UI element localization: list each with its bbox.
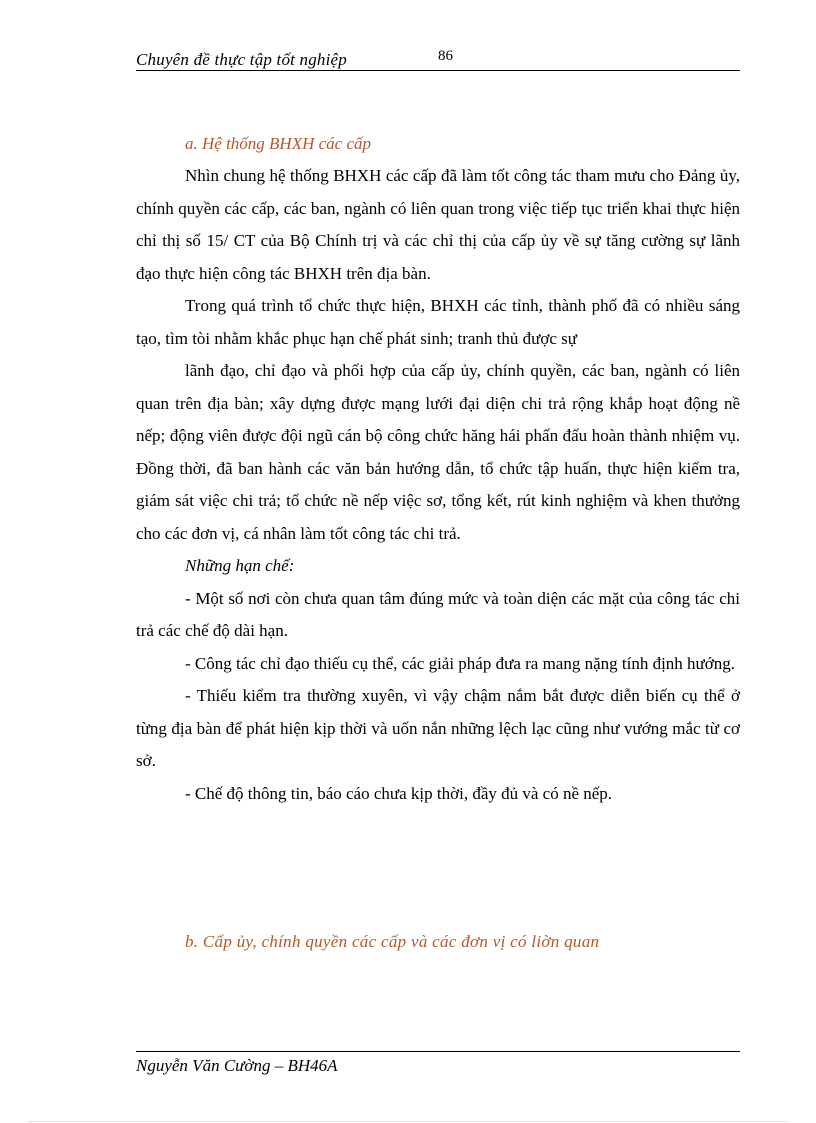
section-b-heading: b. Cấp ủy, chính quyền các cấp và các đơn vị có liờn quan bbox=[185, 932, 600, 951]
limitation-item: - Thiếu kiểm tra thường xuyên, vì vậy chậm nắm bắt được diễn biến cụ thể ở từng địa bàn để phát hiện kịp thời và uốn nắn những lệch lạc cũng như vướng mắc từ cơ sở. bbox=[136, 686, 740, 770]
limitation-item: - Một số nơi còn chưa quan tâm đúng mức và toàn diện các mặt của công tác chi trả các chế độ dài hạn. bbox=[136, 588, 740, 640]
paragraph: Nhìn chung hệ thống BHXH các cấp đã làm tốt công tác tham mưu cho Đảng ủy, chính quyền các cấp, các ban, ngành có liên quan trong việc tiếp tục triển khai thực hiện chỉ thị số 15/ CT của Bộ Chính trị và các chỉ thị của cấp ủy về sự tăng cường sự lãnh đạo thực hiện công tác BHXH trên địa bàn. bbox=[136, 166, 740, 283]
page-header bbox=[136, 48, 740, 71]
paragraph: lãnh đạo, chỉ đạo và phối hợp của cấp ủy, chính quyền, các ban, ngành có liên quan trên địa bàn; xây dựng được mạng lưới đại diện chi trả rộng khắp hoạt động nề nếp; động viên được đội ngũ cán bộ công chức hăng hái phấn đấu hoàn thành nhiệm vụ. Đồng thời, đã ban hành các văn bản hướng dẫn, tổ chức tập huấn, thực hiện kiểm tra, giám sát việc chi trả; tổ chức nề nếp việc sơ, tổng kết, rút kinh nghiệm và khen thưởng cho các đơn vị, cá nhân làm tốt công tác chi trả. bbox=[136, 361, 740, 543]
paragraph: Trong quá trình tổ chức thực hiện, BHXH các tỉnh, thành phố đã có nhiều sáng tạo, tìm tòi nhằm khắc phục hạn chế phát sinh; tranh thủ được sự bbox=[136, 296, 740, 348]
section-a-heading: a. Hệ thống BHXH các cấp bbox=[185, 134, 372, 153]
page-footer bbox=[136, 1051, 740, 1075]
page-edge-divider bbox=[28, 1121, 788, 1122]
document-title: Chuyên đề thực tập tốt nghiệp bbox=[136, 50, 348, 69]
limitation-item: - Chế độ thông tin, báo cáo chưa kịp thời, đầy đủ và có nề nếp. bbox=[185, 783, 613, 803]
page-number: 86 bbox=[438, 48, 453, 64]
footer-author: Nguyễn Văn Cường – BH46A bbox=[136, 1056, 338, 1075]
page-content bbox=[136, 128, 740, 810]
limitation-item: - Công tác chỉ đạo thiếu cụ thể, các giải pháp đưa ra mang nặng tính định hướng. bbox=[185, 653, 736, 673]
limitations-label: Những hạn chế: bbox=[185, 556, 295, 575]
